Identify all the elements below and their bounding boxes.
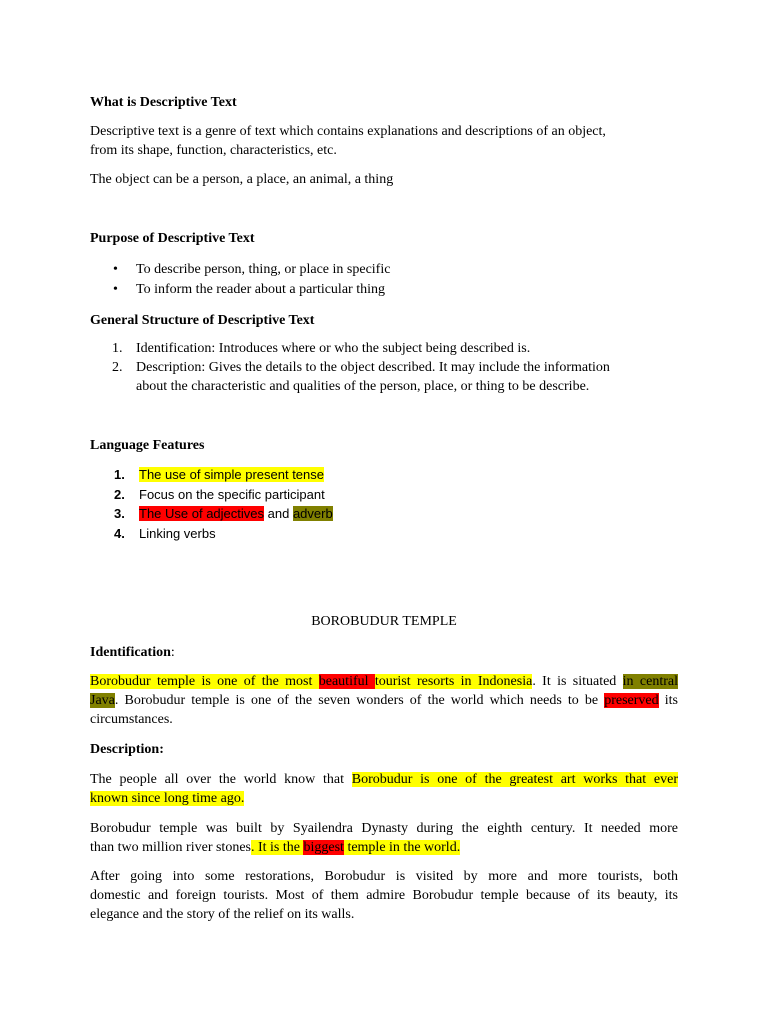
definition-line-2: from its shape, function, characteristics, etc. <box>90 143 337 158</box>
description-p3-line-3: elegance and the story of the relief on its walls. <box>90 907 355 922</box>
identification-heading <box>90 644 175 662</box>
description-label: Description: <box>90 742 164 757</box>
identification-line-2 <box>90 692 678 710</box>
highlight-olive: adverb <box>292 506 333 521</box>
heading-structure: General Structure of Descriptive Text <box>90 313 315 328</box>
highlight-red: The Use of adjectives <box>139 506 265 521</box>
description-p3-line-1: After going into some restorations, Borobudur is visited by more and more tourists, both <box>90 869 678 884</box>
bullet-marker: • <box>113 282 118 297</box>
highlight-red: biggest <box>303 840 344 855</box>
description-p2-line-1: Borobudur temple was built by Syailendra Dynasty during the eighth century. It needed more <box>90 821 678 836</box>
text-run: than two million river stones <box>90 840 251 855</box>
list-number: 2. <box>112 360 123 375</box>
list-number: 4. <box>114 526 125 541</box>
highlight-olive: in central <box>622 674 678 689</box>
structure-item-1: Identification: Introduces where or who the subject being described is. <box>136 341 531 356</box>
text-run: . Borobudur temple is one of the seven wonders of the world which needs to be <box>114 693 605 708</box>
highlight-red: preserved <box>604 693 659 708</box>
text-run: . It is situated <box>532 674 623 689</box>
description-p1-line-2 <box>90 790 244 808</box>
structure-item-2-line-2: about the characteristic and qualities of the person, place, or thing to be describe. <box>136 379 590 394</box>
highlight-yellow: . It is the <box>250 840 304 855</box>
heading-language-features: Language Features <box>90 438 205 453</box>
feature-2: Focus on the specific participant <box>139 487 325 502</box>
object-line: The object can be a person, a place, an animal, a thing <box>90 172 394 187</box>
identification-colon: : <box>170 645 175 660</box>
highlight-yellow: The use of simple present tense <box>139 467 324 482</box>
feature-3 <box>139 505 333 523</box>
heading-purpose: Purpose of Descriptive Text <box>90 231 255 246</box>
feature-1 <box>139 466 324 484</box>
highlight-yellow: tourist resorts in Indonesia <box>374 674 533 689</box>
description-p2-line-2 <box>90 839 460 857</box>
list-number: 2. <box>114 487 125 502</box>
highlight-red: beautiful <box>318 674 375 689</box>
identification-line-3: circumstances. <box>90 712 173 727</box>
purpose-bullet-1: To describe person, thing, or place in specific <box>136 262 391 277</box>
structure-item-2-line-1: Description: Gives the details to the object described. It may include the information <box>136 360 610 375</box>
highlight-yellow: known since long time ago. <box>90 791 245 806</box>
text-run: The people all over the world know that <box>90 772 352 787</box>
example-title: BOROBUDUR TEMPLE <box>311 614 457 629</box>
highlight-yellow: temple in the world. <box>343 840 461 855</box>
list-number: 1. <box>114 467 125 482</box>
highlight-olive: Java <box>90 693 115 708</box>
purpose-bullet-2: To inform the reader about a particular thing <box>136 282 385 297</box>
heading-what-is: What is Descriptive Text <box>90 95 237 110</box>
identification-label: Identification <box>90 645 171 660</box>
feature-3-and: and <box>264 506 293 521</box>
list-number: 1. <box>112 341 123 356</box>
description-p1-line-1 <box>90 771 678 789</box>
definition-line-1: Descriptive text is a genre of text which contains explanations and descriptions of an object, <box>90 124 606 139</box>
highlight-yellow: Borobudur is one of the greatest art works that ever <box>351 772 678 787</box>
bullet-marker: • <box>113 262 118 277</box>
highlight-yellow: Borobudur temple is one of the most <box>90 674 319 689</box>
identification-line-1 <box>90 673 678 691</box>
list-number: 3. <box>114 506 125 521</box>
text-run: its <box>658 693 678 708</box>
description-p3-line-2: domestic and foreign tourists. Most of them admire Borobudur temple because of its beauty, its <box>90 888 678 903</box>
feature-4: Linking verbs <box>139 526 216 541</box>
